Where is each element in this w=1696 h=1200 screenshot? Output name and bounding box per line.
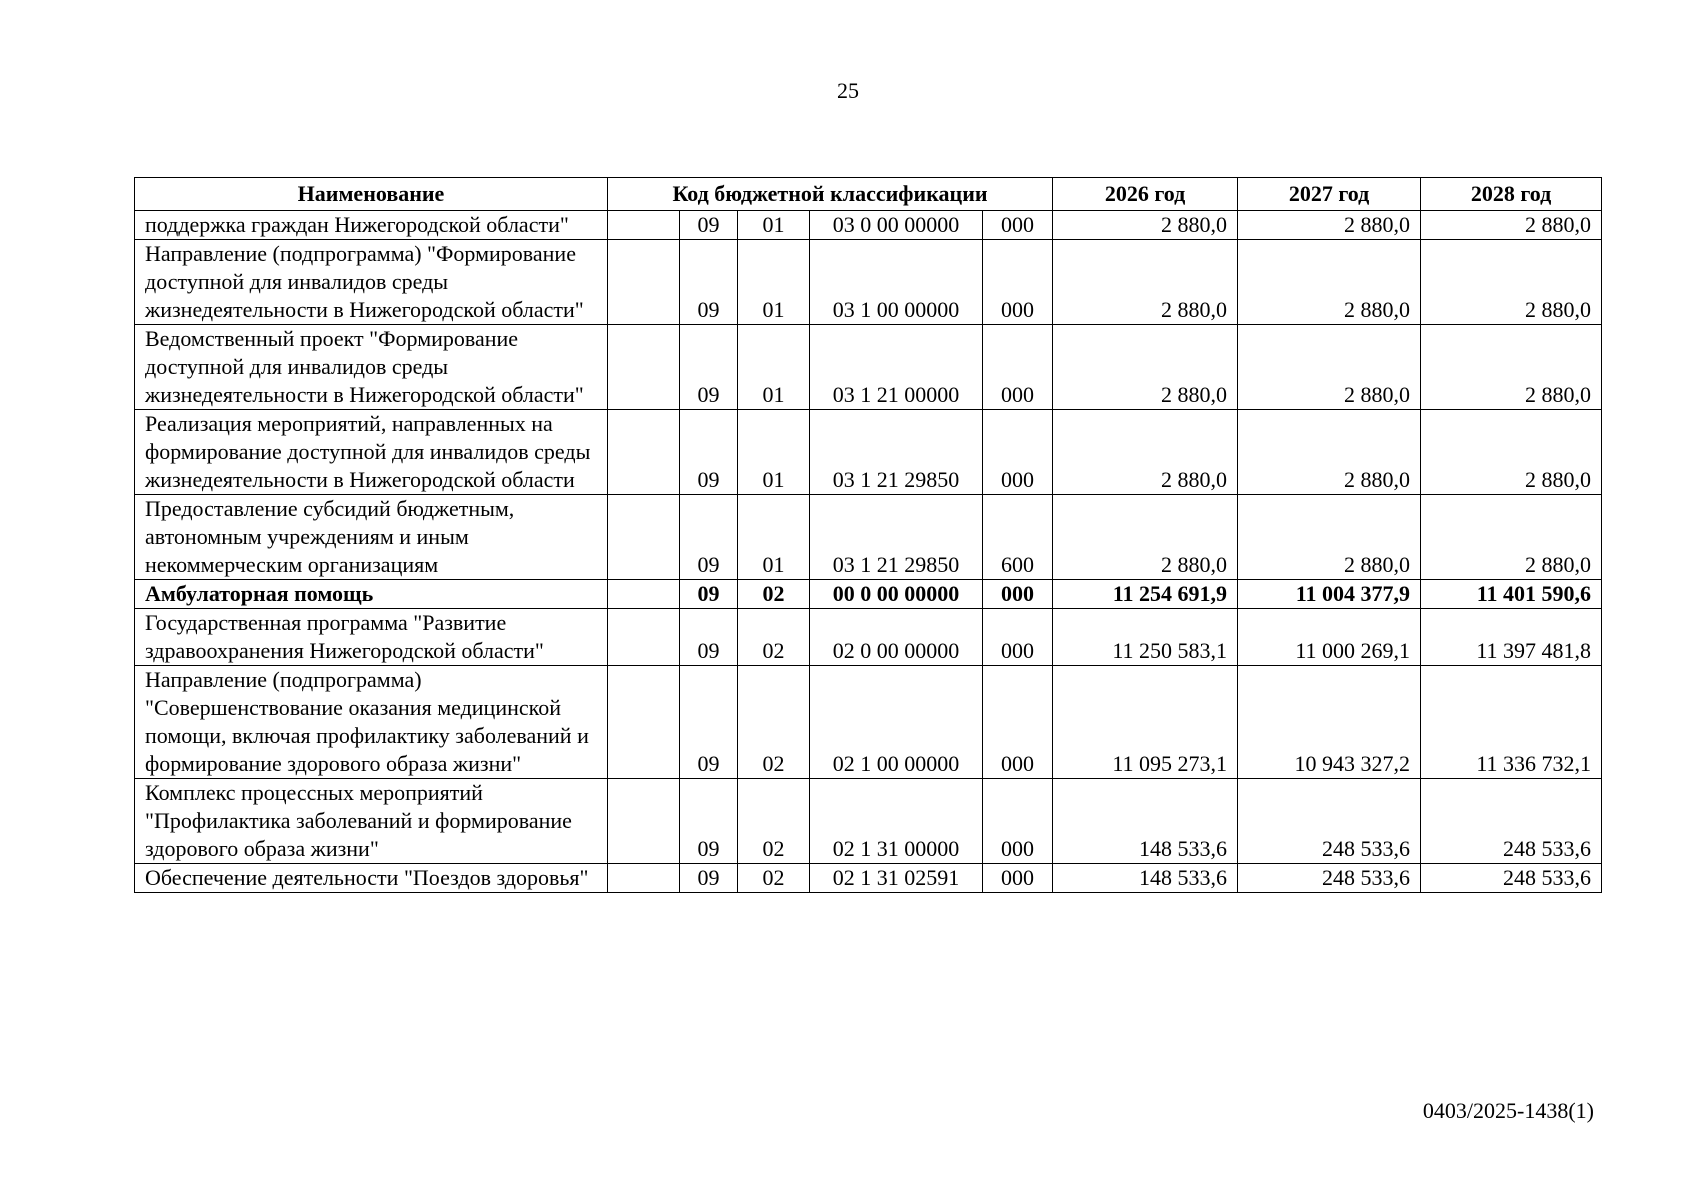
code-target: 02 0 00 00000 bbox=[810, 609, 983, 666]
code-section: 09 bbox=[680, 864, 738, 893]
row-name: Амбулаторная помощь bbox=[135, 580, 608, 609]
row-name: Комплекс процессных мероприятий "Профилактика заболеваний и формирование здорового образа жизни" bbox=[135, 779, 608, 864]
code-target: 03 1 21 29850 bbox=[810, 495, 983, 580]
value-2027: 2 880,0 bbox=[1238, 211, 1421, 240]
table-row bbox=[135, 666, 1602, 779]
value-2027: 11 000 269,1 bbox=[1238, 609, 1421, 666]
code-section: 09 bbox=[680, 580, 738, 609]
code-subsection: 02 bbox=[738, 779, 810, 864]
value-2028: 2 880,0 bbox=[1421, 495, 1602, 580]
value-2026: 148 533,6 bbox=[1053, 864, 1238, 893]
row-name: Государственная программа "Развитие здравоохранения Нижегородской области" bbox=[135, 609, 608, 666]
value-2027: 248 533,6 bbox=[1238, 779, 1421, 864]
table-row-section-total bbox=[135, 580, 1602, 609]
code-subsection: 02 bbox=[738, 609, 810, 666]
value-2026: 11 250 583,1 bbox=[1053, 609, 1238, 666]
value-2028: 2 880,0 bbox=[1421, 211, 1602, 240]
value-2028: 11 397 481,8 bbox=[1421, 609, 1602, 666]
table-row bbox=[135, 325, 1602, 410]
budget-table bbox=[134, 177, 1602, 893]
value-2028: 11 401 590,6 bbox=[1421, 580, 1602, 609]
code-expense-type: 000 bbox=[983, 240, 1053, 325]
empty-cell bbox=[608, 410, 680, 495]
empty-cell bbox=[608, 779, 680, 864]
row-name: Направление (подпрограмма) "Совершенствование оказания медицинской помощи, включая профилактику заболеваний и формирование здорового образа жизни" bbox=[135, 666, 608, 779]
empty-cell bbox=[608, 666, 680, 779]
code-subsection: 01 bbox=[738, 211, 810, 240]
code-expense-type: 600 bbox=[983, 495, 1053, 580]
header-2027: 2027 год bbox=[1238, 178, 1421, 211]
table-row bbox=[135, 410, 1602, 495]
code-target: 03 0 00 00000 bbox=[810, 211, 983, 240]
row-name: Реализация мероприятий, направленных на формирование доступной для инвалидов среды жизнедеятельности в Нижегородской области bbox=[135, 410, 608, 495]
value-2026: 11 254 691,9 bbox=[1053, 580, 1238, 609]
row-name: Ведомственный проект "Формирование доступной для инвалидов среды жизнедеятельности в Нижегородской области" bbox=[135, 325, 608, 410]
row-name: Обеспечение деятельности "Поездов здоровья" bbox=[135, 864, 608, 893]
code-expense-type: 000 bbox=[983, 779, 1053, 864]
document-code: 0403/2025-1438(1) bbox=[1422, 1098, 1594, 1123]
value-2026: 2 880,0 bbox=[1053, 495, 1238, 580]
empty-cell bbox=[608, 864, 680, 893]
value-2026: 11 095 273,1 bbox=[1053, 666, 1238, 779]
code-subsection: 02 bbox=[738, 580, 810, 609]
code-section: 09 bbox=[680, 240, 738, 325]
value-2026: 2 880,0 bbox=[1053, 240, 1238, 325]
code-section: 09 bbox=[680, 325, 738, 410]
value-2027: 10 943 327,2 bbox=[1238, 666, 1421, 779]
value-2027: 2 880,0 bbox=[1238, 495, 1421, 580]
code-subsection: 01 bbox=[738, 495, 810, 580]
value-2028: 248 533,6 bbox=[1421, 864, 1602, 893]
code-expense-type: 000 bbox=[983, 325, 1053, 410]
code-target: 03 1 21 00000 bbox=[810, 325, 983, 410]
empty-cell bbox=[608, 325, 680, 410]
table-row bbox=[135, 864, 1602, 893]
code-expense-type: 000 bbox=[983, 410, 1053, 495]
value-2027: 11 004 377,9 bbox=[1238, 580, 1421, 609]
code-subsection: 02 bbox=[738, 666, 810, 779]
value-2026: 2 880,0 bbox=[1053, 211, 1238, 240]
code-section: 09 bbox=[680, 666, 738, 779]
value-2028: 11 336 732,1 bbox=[1421, 666, 1602, 779]
code-subsection: 01 bbox=[738, 325, 810, 410]
table-row bbox=[135, 211, 1602, 240]
empty-cell bbox=[608, 580, 680, 609]
value-2027: 2 880,0 bbox=[1238, 240, 1421, 325]
table-row bbox=[135, 495, 1602, 580]
header-2026: 2026 год bbox=[1053, 178, 1238, 211]
code-section: 09 bbox=[680, 495, 738, 580]
empty-cell bbox=[608, 495, 680, 580]
code-expense-type: 000 bbox=[983, 580, 1053, 609]
code-section: 09 bbox=[680, 609, 738, 666]
code-section: 09 bbox=[680, 779, 738, 864]
page-number: 25 bbox=[837, 78, 859, 103]
table-row bbox=[135, 779, 1602, 864]
code-expense-type: 000 bbox=[983, 864, 1053, 893]
table-row bbox=[135, 609, 1602, 666]
table-header-row bbox=[135, 178, 1602, 211]
empty-cell bbox=[608, 211, 680, 240]
code-subsection: 01 bbox=[738, 240, 810, 325]
empty-cell bbox=[608, 609, 680, 666]
value-2028: 248 533,6 bbox=[1421, 779, 1602, 864]
value-2026: 2 880,0 bbox=[1053, 410, 1238, 495]
value-2026: 2 880,0 bbox=[1053, 325, 1238, 410]
code-subsection: 02 bbox=[738, 864, 810, 893]
row-name: поддержка граждан Нижегородской области" bbox=[135, 211, 608, 240]
code-section: 09 bbox=[680, 410, 738, 495]
value-2028: 2 880,0 bbox=[1421, 325, 1602, 410]
row-name: Направление (подпрограмма) "Формирование доступной для инвалидов среды жизнедеятельности в Нижегородской области" bbox=[135, 240, 608, 325]
code-target: 02 1 31 00000 bbox=[810, 779, 983, 864]
header-name: Наименование bbox=[135, 178, 608, 211]
code-target: 02 1 00 00000 bbox=[810, 666, 983, 779]
value-2026: 148 533,6 bbox=[1053, 779, 1238, 864]
table-row bbox=[135, 240, 1602, 325]
code-target: 03 1 00 00000 bbox=[810, 240, 983, 325]
value-2028: 2 880,0 bbox=[1421, 240, 1602, 325]
header-code: Код бюджетной классификации bbox=[608, 178, 1053, 211]
code-subsection: 01 bbox=[738, 410, 810, 495]
code-section: 09 bbox=[680, 211, 738, 240]
code-expense-type: 000 bbox=[983, 609, 1053, 666]
code-target: 00 0 00 00000 bbox=[810, 580, 983, 609]
value-2028: 2 880,0 bbox=[1421, 410, 1602, 495]
value-2027: 2 880,0 bbox=[1238, 410, 1421, 495]
row-name: Предоставление субсидий бюджетным, автономным учреждениям и иным некоммерческим организациям bbox=[135, 495, 608, 580]
value-2027: 248 533,6 bbox=[1238, 864, 1421, 893]
empty-cell bbox=[608, 240, 680, 325]
code-expense-type: 000 bbox=[983, 666, 1053, 779]
code-expense-type: 000 bbox=[983, 211, 1053, 240]
header-2028: 2028 год bbox=[1421, 178, 1602, 211]
value-2027: 2 880,0 bbox=[1238, 325, 1421, 410]
code-target: 03 1 21 29850 bbox=[810, 410, 983, 495]
code-target: 02 1 31 02591 bbox=[810, 864, 983, 893]
